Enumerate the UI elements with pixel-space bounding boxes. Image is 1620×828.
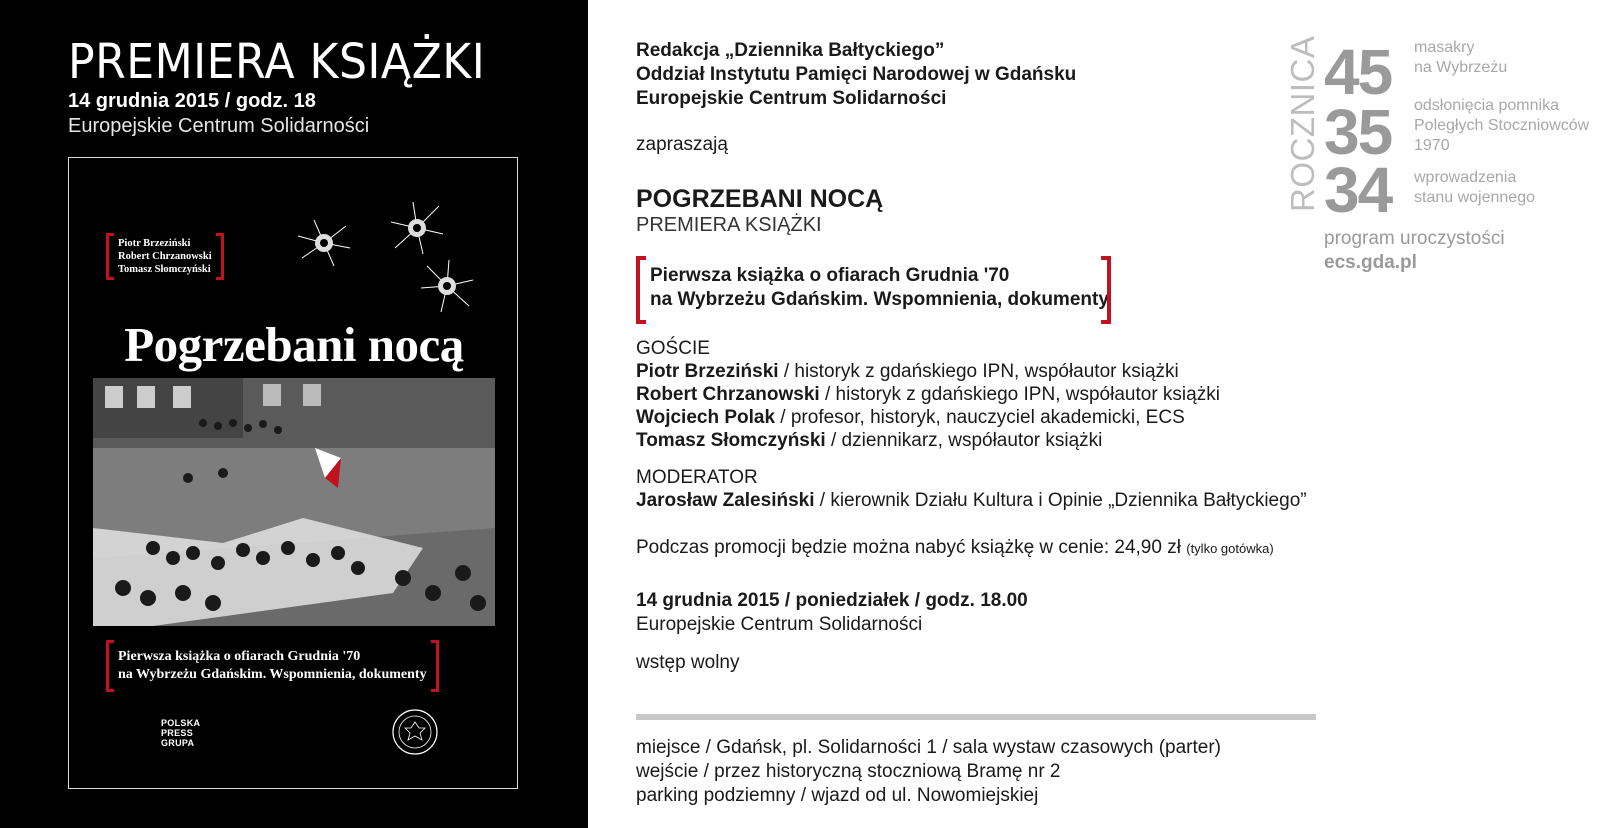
anniversary-description (1414, 168, 1535, 208)
anniversary-description-line: Poległych Stoczniowców (1414, 117, 1590, 134)
guest-name: Robert Chrzanowski (636, 384, 820, 405)
premiere-date: 14 grudnia 2015 / godz. 18 (68, 90, 316, 112)
cover-author: Tomasz Słomczyński (118, 264, 211, 275)
book-description (636, 256, 1111, 322)
anniversary-description-line: masakry (1414, 39, 1475, 56)
book-cover (68, 157, 518, 789)
guest-entry (636, 407, 1185, 429)
publisher-logo (161, 718, 200, 748)
moderator-name: Jarosław Zalesiński (636, 490, 815, 511)
guest-name: Tomasz Słomczyński (636, 430, 826, 451)
event-venue: Europejskie Centrum Solidarności (636, 614, 923, 635)
anniversary-number: 34 (1324, 154, 1392, 226)
event-datetime: 14 grudnia 2015 / poniedziałek / godz. 18.00 (636, 590, 1028, 611)
program-label: program uroczystości (1324, 228, 1505, 249)
organizer: Redakcja „Dziennika Bałtyckiego” (636, 40, 945, 61)
publisher-line: POLSKA (161, 718, 201, 728)
cover-subtitle-line: Pierwsza książka o ofiarach Grudnia '70 (118, 649, 361, 664)
anniversary-description-line: na Wybrzeżu (1414, 59, 1508, 76)
price-info (636, 537, 1274, 559)
bullet-hole-icon (419, 258, 475, 314)
moderator-role: / kierownik Działu Kultura i Opinie „Dziennika Bałtyckiego” (814, 490, 1307, 511)
bullet-hole-icon (389, 200, 445, 256)
anniversary-label-text: ROCZNICA (1284, 35, 1321, 212)
red-bracket-left (106, 233, 114, 280)
book-title: POGRZEBANI NOCĄ (636, 185, 884, 213)
guest-entry (636, 384, 1220, 406)
cover-author: Piotr Brzeziński (118, 238, 191, 249)
red-bracket-left (106, 640, 114, 692)
detail-line: wejście / przez historyczną stoczniową Bramę nr 2 (636, 761, 1061, 782)
book-subtitle: PREMIERA KSIĄŻKI (636, 214, 822, 236)
bullet-hole-icon (294, 218, 354, 268)
red-bracket-right (216, 233, 224, 280)
cover-title: Pogrzebani nocą (124, 317, 464, 372)
guest-role: / historyk z gdańskiego IPN, współautor książki (778, 361, 1179, 382)
divider (636, 714, 1316, 720)
publisher-line: PRESS (161, 728, 194, 738)
anniversary-label (1284, 35, 1321, 212)
cover-photo (93, 378, 495, 626)
moderator-entry (636, 490, 1307, 512)
detail-line: miejsce / Gdańsk, pl. Solidarności 1 / sala wystaw czasowych (parter) (636, 737, 1221, 758)
invite-text: zapraszają (636, 134, 728, 155)
cover-subtitle (106, 640, 439, 692)
cover-subtitle-line: na Wybrzeżu Gdańskim. Wspomnienia, dokumenty (118, 667, 427, 682)
anniversary-description-line: wprowadzenia (1414, 169, 1517, 186)
guest-entry (636, 361, 1179, 383)
guest-role: / historyk z gdańskiego IPN, współautor książki (819, 384, 1220, 405)
book-description-line: Pierwsza książka o ofiarach Grudnia '70 (650, 265, 1010, 286)
book-description-line: na Wybrzeżu Gdańskim. Wspomnienia, dokumenty (650, 289, 1109, 310)
book-description-text (650, 264, 1109, 312)
website-link[interactable]: ecs.gda.pl (1324, 252, 1417, 273)
anniversary-description (1414, 96, 1589, 156)
ipn-seal-icon (391, 708, 439, 756)
anniversary-block (1284, 35, 1606, 278)
red-bracket-left (636, 256, 646, 324)
cover-author: Robert Chrzanowski (118, 251, 212, 262)
guest-role: / dziennikarz, współautor książki (825, 430, 1103, 451)
entry-info: wstęp wolny (636, 652, 740, 673)
anniversary-description-line: 1970 (1414, 137, 1450, 154)
anniversary-description (1414, 38, 1507, 78)
organizer: Europejskie Centrum Solidarności (636, 88, 947, 109)
anniversary-number: 35 (1324, 96, 1392, 168)
guest-entry (636, 430, 1102, 452)
guest-name: Wojciech Polak (636, 407, 776, 428)
price-note: (tylko gotówka) (1186, 541, 1274, 556)
premiere-title: PREMIERA KSIĄŻKI (68, 34, 486, 90)
guest-role: / profesor, historyk, nauczyciel akademicki, ECS (775, 407, 1185, 428)
organizer: Oddział Instytutu Pamięci Narodowej w Gdańsku (636, 64, 1077, 85)
red-bracket-right (1101, 256, 1111, 324)
anniversary-number: 45 (1324, 36, 1392, 108)
red-bracket-right (431, 640, 439, 692)
premiere-venue: Europejskie Centrum Solidarności (68, 115, 370, 137)
guest-name: Piotr Brzeziński (636, 361, 779, 382)
price-text: Podczas promocji będzie można nabyć książkę w cenie: 24,90 zł (636, 537, 1187, 558)
guests-heading: GOŚCIE (636, 338, 710, 359)
publisher-line: GRUPA (161, 738, 195, 748)
moderator-heading: MODERATOR (636, 467, 758, 488)
anniversary-description-line: odsłonięcia pomnika (1414, 97, 1559, 114)
detail-line: parking podziemny / wjazd od ul. Nowomiejskiej (636, 785, 1039, 806)
left-panel (0, 0, 588, 828)
cover-authors (106, 233, 224, 280)
anniversary-description-line: stanu wojennego (1414, 189, 1535, 206)
